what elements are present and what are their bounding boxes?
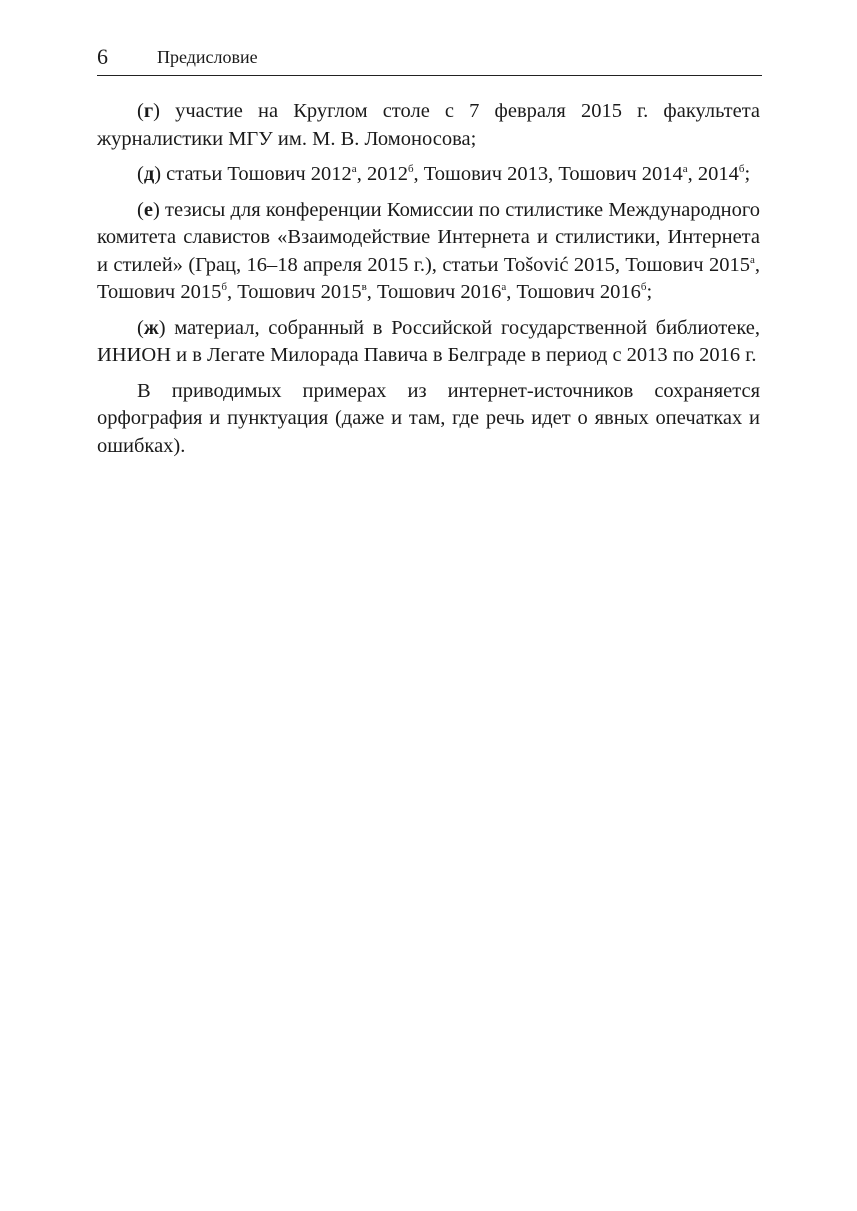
closing-paragraph: В приводимых примерах из интернет-источников сохраняется орфография и пунктуация (даже и там, где речь идет о явных опечатках и ошибках). (97, 379, 760, 457)
superscript: в (361, 281, 367, 293)
item-text: , Тошович 2013, Тошович 2014 (413, 163, 683, 185)
item-text: участие на Круглом столе с 7 февраля 2015 г. факультета журналистики МГУ им. М. В. Ломоносова; (97, 100, 761, 150)
superscript: б (407, 163, 414, 175)
superscript: а (351, 163, 357, 175)
item-label: д (143, 163, 155, 185)
page-body (97, 98, 760, 468)
item-text: статьи Тошович 2012 (166, 163, 352, 185)
superscript: а (682, 163, 688, 175)
list-item-e: (е) тезисы для конференции Комиссии по стилистике Международного комитета славистов «Взаимодействие Интернета и стилистики, Интернета и стилей» (Грац, 16–18 апреля 2015 г.), статьи Tošović 2015, Тошович $2015^а$, Тошович $2015^б$, Тошович $2015^в$, Тошович $2016^а$, Тошович $2016^б$; (97, 198, 761, 303)
item-text: , 2014 (687, 163, 739, 185)
item-text: материал, собранный в Российской государственной библиотеке, ИНИОН и в Легате Милорада Павича в Белграде в период с 2013 по 2016 г. (97, 316, 760, 366)
item-text: ; (744, 163, 751, 185)
item-text: , Тошович 2015 (97, 253, 760, 303)
list-item-zh: (ж) материал, собранный в Российской государственной библиотеке, ИНИОН и в Легате Милорада Павича в Белграде в период с 2013 по 2016 г. (97, 316, 760, 366)
item-label: е (143, 198, 153, 221)
superscript: б (640, 281, 647, 293)
item-text: тезисы для конференции Комиссии по стилистике Международного комитета славистов «Взаимодействие Интернета и стилистики, Интернета и стилей» (Грац, 16–18 апреля 2015 г.), статьи Tošović 2015, Тошович 2015 (97, 198, 761, 276)
item-text: ; (646, 281, 653, 303)
item-label: г (143, 100, 154, 122)
item-text: , Тошович 2016 (366, 281, 502, 303)
superscript: б (738, 163, 745, 175)
running-head: Предисловие (157, 47, 258, 67)
item-text: , Тошович 2016 (506, 281, 641, 303)
page-header (97, 40, 762, 76)
item-text: , 2012 (356, 163, 408, 185)
list-item-d: (д) статьи Тошович $2012^а$, $2012^б$, Тошович 2013, Тошович $2014^а$, $2014^б$; (137, 163, 751, 185)
superscript: б (221, 281, 227, 293)
superscript: а (501, 281, 507, 293)
list-item-g: (г) участие на Круглом столе с 7 февраля 2015 г. факультета журналистики МГУ им. М. В. Ломоносова; (97, 100, 761, 150)
item-text: , Тошович 2015 (226, 281, 362, 303)
page-number: 6 (97, 44, 108, 69)
item-label: ж (143, 316, 159, 339)
superscript: а (749, 253, 755, 266)
